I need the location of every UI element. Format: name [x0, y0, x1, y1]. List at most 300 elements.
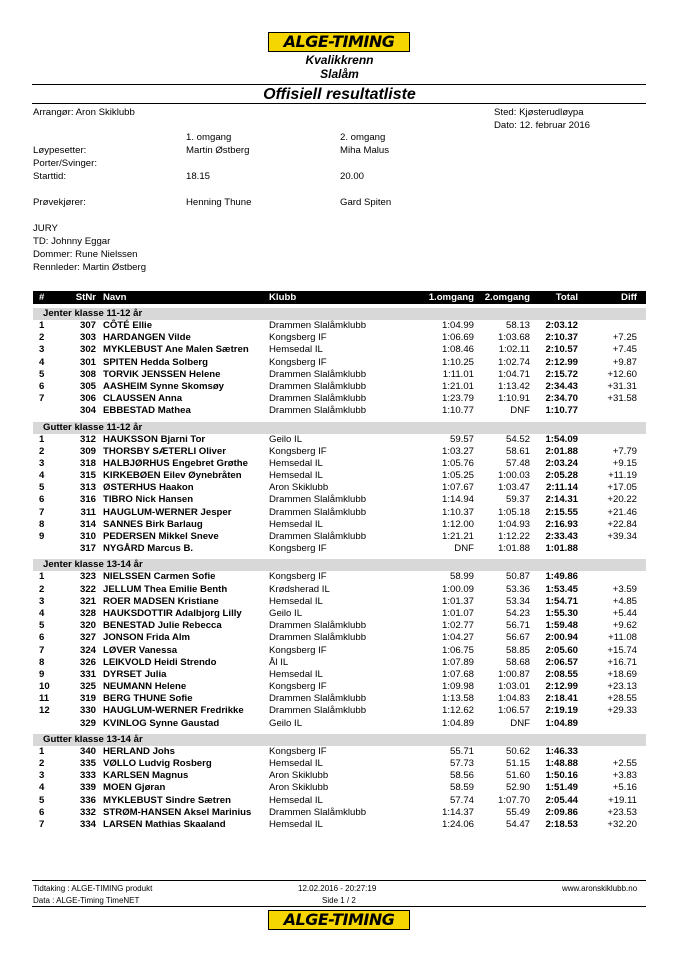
result-run2: DNF — [510, 717, 530, 729]
result-diff: +17.05 — [607, 482, 637, 494]
col-name: Navn — [103, 292, 127, 303]
category-header: Gutter klasse 13-14 år — [33, 734, 646, 746]
result-run1: 1:23.79 — [441, 393, 474, 405]
result-name: ØSTERHUS Haakon — [103, 482, 194, 494]
col-club: Klubb — [269, 292, 297, 303]
result-run1: 1:01.07 — [441, 607, 474, 619]
result-run2: 58.13 — [505, 320, 530, 331]
result-rank: 1 — [39, 571, 45, 583]
table-row — [33, 369, 646, 381]
result-run2: 54.47 — [505, 818, 530, 830]
footer-timestamp: 12.02.2016 - 20:27:19 — [298, 884, 377, 893]
result-total: 2:34.43 — [545, 380, 578, 392]
result-total: 2:05.44 — [545, 794, 578, 806]
result-total: 2:14.31 — [545, 494, 578, 506]
table-row — [33, 669, 646, 681]
result-name: PEDERSEN Mikkel Sneve — [103, 531, 219, 542]
result-run2: DNF — [510, 405, 530, 417]
result-stnr: 335 — [79, 758, 96, 769]
location: Sted: Kjøsterudløypa — [494, 107, 584, 118]
result-club: Drammen Slalåmklubb — [269, 368, 367, 380]
result-rank: 3 — [39, 770, 45, 782]
table-row — [33, 446, 646, 458]
result-run1: 1:10.37 — [441, 506, 474, 518]
result-run2: 56.71 — [505, 620, 530, 632]
result-club: Kongsberg IF — [269, 644, 327, 656]
result-club: Hemsedal IL — [269, 818, 323, 830]
alge-timing-logo-footer: ALGE-TIMING — [268, 910, 410, 930]
table-row — [33, 693, 646, 705]
result-stnr: 314 — [79, 518, 96, 530]
table-row — [33, 584, 646, 596]
result-stnr: 317 — [79, 543, 96, 555]
result-run2: 50.87 — [505, 571, 530, 583]
result-run2: 54.23 — [505, 607, 530, 619]
footer-website[interactable]: www.aronskiklubb.no — [562, 884, 638, 893]
result-total: 1:59.48 — [545, 620, 578, 632]
result-name: EBBESTAD Mathea — [103, 405, 191, 417]
result-diff: +21.46 — [607, 506, 637, 518]
result-total: 1:49.86 — [545, 571, 578, 583]
result-club: Drammen Slalåmklubb — [269, 494, 367, 506]
result-name: SANNES Birk Barlaug — [103, 518, 203, 530]
result-name: TORVIK JENSSEN Helene — [103, 368, 221, 380]
result-rank: 4 — [39, 782, 45, 794]
result-total: 2:33.43 — [545, 531, 578, 542]
result-club: Drammen Slalåmklubb — [269, 320, 367, 331]
result-run1: 1:08.46 — [441, 344, 474, 356]
result-stnr: 333 — [79, 770, 96, 782]
result-name: KVINLOG Synne Gaustad — [103, 717, 220, 729]
result-total: 2:11.14 — [545, 482, 578, 494]
col-rank: # — [39, 292, 45, 303]
result-run1: 1:24.06 — [441, 818, 474, 830]
date: Dato: 12. februar 2016 — [494, 120, 591, 131]
result-total: 1:01.88 — [545, 543, 578, 555]
result-run2: 1:04.83 — [497, 693, 530, 705]
result-diff: +3.59 — [612, 583, 637, 595]
result-run1: 1:07.89 — [441, 656, 474, 668]
table-row — [33, 458, 646, 470]
jury-td: TD: Johnny Eggar — [33, 236, 111, 247]
result-name: HAUKSSON Bjarni Tor — [103, 433, 206, 445]
result-diff: +29.33 — [607, 705, 637, 717]
table-row — [33, 632, 646, 644]
result-diff: +2.55 — [612, 758, 637, 769]
result-run1: 1:04.27 — [441, 632, 474, 644]
result-stnr: 329 — [79, 717, 96, 729]
result-name: STRØM-HANSEN Aksel Marinius — [103, 806, 252, 818]
result-rank: 4 — [39, 356, 45, 368]
page-title: Offisiell resultatliste — [263, 86, 416, 103]
result-stnr: 318 — [79, 457, 96, 469]
result-rank: 9 — [39, 531, 45, 542]
event-name: Kvalikkrenn — [305, 53, 374, 67]
footer-divider — [32, 906, 646, 907]
result-run1: DNF — [454, 543, 474, 555]
result-club: Kongsberg IF — [269, 745, 327, 757]
result-run2: 1:04.71 — [497, 368, 530, 380]
result-run2: 52.90 — [505, 782, 530, 794]
col-total: Total — [555, 292, 578, 303]
result-name: BERG THUNE Sofie — [103, 693, 193, 705]
result-stnr: 312 — [79, 433, 96, 445]
table-row — [33, 494, 646, 506]
result-rank: 8 — [39, 656, 45, 668]
result-stnr: 303 — [79, 332, 96, 344]
result-stnr: 308 — [79, 368, 96, 380]
result-diff: +11.08 — [608, 632, 637, 644]
result-run1: 57.74 — [449, 794, 474, 806]
result-club: Hemsedal IL — [269, 470, 323, 482]
table-row — [33, 470, 646, 482]
result-run1: 58.99 — [449, 571, 474, 583]
result-name: HAUGLUM-WERNER Fredrikke — [103, 705, 244, 717]
table-row — [33, 332, 646, 344]
result-run2: 1:13.42 — [497, 380, 530, 392]
result-run1: 1:12.62 — [441, 705, 474, 717]
result-run1: 57.73 — [449, 758, 474, 769]
result-diff: +15.74 — [607, 644, 637, 656]
result-run1: 1:12.00 — [441, 518, 474, 530]
result-diff: +11.19 — [608, 470, 637, 482]
result-stnr: 307 — [79, 320, 96, 331]
result-run2: 56.67 — [505, 632, 530, 644]
result-run1: 1:21.21 — [441, 531, 474, 542]
result-name: HERLAND Johs — [103, 745, 175, 757]
result-run1: 1:03.27 — [441, 445, 474, 457]
result-stnr: 311 — [80, 506, 96, 518]
result-rank: 2 — [39, 583, 45, 595]
result-run1: 1:10.25 — [441, 356, 474, 368]
result-name: SPITEN Hedda Solberg — [103, 356, 209, 368]
footer-data: Data : ALGE-Timing TimeNET — [33, 896, 140, 905]
result-club: Kongsberg IF — [269, 681, 327, 693]
result-run1: 1:04.99 — [441, 320, 474, 331]
result-stnr: 305 — [79, 380, 96, 392]
result-rank: 7 — [39, 818, 45, 830]
forerunner-2: Gard Spiten — [340, 197, 392, 208]
result-rank: 3 — [39, 344, 45, 356]
result-run2: 1:00.87 — [497, 668, 530, 680]
result-name: HAUKSDOTTIR Adalbjorg Lilly — [103, 607, 242, 619]
divider — [32, 103, 646, 104]
result-club: Geilo IL — [269, 717, 303, 729]
result-run2: 1:05.18 — [497, 506, 530, 518]
result-rank: 6 — [39, 806, 45, 818]
result-rank: 2 — [39, 445, 45, 457]
result-total: 2:15.72 — [545, 368, 578, 380]
result-stnr: 321 — [79, 595, 96, 607]
result-run2: 57.48 — [505, 457, 530, 469]
result-run2: 1:00.03 — [497, 470, 530, 482]
result-name: JONSON Frida Alm — [103, 632, 191, 644]
col-diff: Diff — [621, 292, 637, 303]
result-club: Aron Skiklubb — [269, 770, 329, 782]
result-run1: 1:11.01 — [442, 368, 474, 380]
result-total: 2:10.57 — [545, 344, 578, 356]
result-run2: 55.49 — [505, 806, 530, 818]
alge-timing-logo: ALGE-TIMING — [268, 32, 410, 52]
course-setter-label: Løypesetter: — [33, 145, 87, 156]
result-total: 1:53.45 — [545, 583, 578, 595]
result-run1: 1:07.68 — [441, 668, 474, 680]
result-stnr: 316 — [79, 494, 96, 506]
table-row — [33, 746, 646, 758]
table-row — [33, 807, 646, 819]
table-row — [33, 645, 646, 657]
result-rank: 1 — [39, 320, 45, 331]
footer-divider — [32, 880, 646, 881]
result-name: DYRSET Julia — [103, 668, 167, 680]
result-diff: +20.22 — [607, 494, 637, 506]
table-row — [33, 519, 646, 531]
result-run1: 1:06.75 — [441, 644, 474, 656]
result-diff: +18.69 — [607, 668, 637, 680]
result-run1: 1:14.37 — [441, 806, 474, 818]
result-name: TIBRO Nick Hansen — [103, 494, 194, 506]
result-club: Hemsedal IL — [269, 758, 323, 769]
result-club: Kongsberg IF — [269, 356, 327, 368]
result-run2: 54.52 — [505, 433, 530, 445]
result-club: Krødsherad IL — [269, 583, 330, 595]
result-stnr: 306 — [79, 393, 96, 405]
start-time-1: 18.15 — [186, 171, 211, 182]
result-stnr: 313 — [79, 482, 96, 494]
result-run1: 58.59 — [449, 782, 474, 794]
result-total: 1:04.89 — [545, 717, 578, 729]
result-diff: +39.34 — [607, 531, 637, 542]
result-total: 2:03.24 — [545, 457, 578, 469]
result-diff: +19.11 — [608, 794, 637, 806]
result-stnr: 302 — [79, 344, 96, 356]
result-rank: 7 — [39, 393, 45, 405]
result-stnr: 327 — [79, 632, 96, 644]
result-run1: 1:21.01 — [441, 380, 474, 392]
result-total: 2:18.41 — [545, 693, 578, 705]
result-stnr: 304 — [79, 405, 96, 417]
result-club: Drammen Slalåmklubb — [269, 620, 367, 632]
result-stnr: 331 — [79, 668, 96, 680]
result-run1: 1:05.76 — [441, 457, 474, 469]
result-run1: 1:09.98 — [441, 681, 474, 693]
table-header — [33, 291, 646, 304]
result-stnr: 326 — [79, 656, 96, 668]
result-name: NIELSSEN Carmen Sofie — [103, 571, 216, 583]
result-diff: +4.85 — [612, 595, 637, 607]
result-run2: 1:03.01 — [497, 681, 530, 693]
course-setter-1: Martin Østberg — [186, 145, 250, 156]
result-name: VØLLO Ludvig Rosberg — [103, 758, 212, 769]
result-run1: 1:00.09 — [441, 583, 474, 595]
result-run2: 1:02.74 — [497, 356, 530, 368]
result-run1: 1:13.58 — [441, 693, 474, 705]
result-run2: 51.15 — [505, 758, 530, 769]
result-run1: 1:01.37 — [441, 595, 474, 607]
result-run2: 1:07.70 — [497, 794, 530, 806]
table-row — [33, 320, 646, 332]
result-club: Aron Skiklubb — [269, 782, 329, 794]
result-total: 2:34.70 — [545, 393, 578, 405]
organizer: Arrangør: Aron Skiklubb — [33, 107, 135, 118]
result-rank: 5 — [39, 794, 45, 806]
result-stnr: 324 — [79, 644, 96, 656]
result-stnr: 315 — [79, 470, 96, 482]
result-club: Drammen Slalåmklubb — [269, 393, 367, 405]
table-row — [33, 344, 646, 356]
result-name: THORSBY SÆTERLI Oliver — [103, 445, 226, 457]
result-total: 1:54.09 — [545, 433, 578, 445]
table-row — [33, 507, 646, 519]
result-rank: 11 — [39, 693, 50, 705]
result-total: 2:00.94 — [545, 632, 578, 644]
result-stnr: 336 — [79, 794, 96, 806]
result-rank: 5 — [39, 620, 45, 632]
result-rank: 6 — [39, 632, 45, 644]
result-run2: 59.37 — [505, 494, 530, 506]
result-rank: 8 — [39, 518, 45, 530]
result-rank: 1 — [39, 433, 45, 445]
result-run1: 55.71 — [449, 745, 474, 757]
result-diff: +22.84 — [607, 518, 637, 530]
col-run2: 2.omgang — [484, 292, 530, 303]
result-diff: +23.13 — [607, 681, 637, 693]
result-club: Hemsedal IL — [269, 668, 323, 680]
result-diff: +7.25 — [612, 332, 637, 344]
forerunner-1: Henning Thune — [186, 197, 252, 208]
result-rank: 12 — [39, 705, 50, 717]
result-diff: +16.71 — [607, 656, 637, 668]
result-total: 2:16.93 — [545, 518, 578, 530]
result-club: Ål IL — [269, 656, 289, 668]
result-rank: 3 — [39, 457, 45, 469]
result-stnr: 322 — [79, 583, 96, 595]
result-rank: 7 — [39, 644, 45, 656]
result-name: LARSEN Mathias Skaaland — [103, 818, 226, 830]
jury-title: JURY — [33, 223, 58, 234]
result-club: Hemsedal IL — [269, 595, 323, 607]
result-stnr: 325 — [79, 681, 96, 693]
result-total: 2:05.28 — [545, 470, 578, 482]
table-row — [33, 782, 646, 794]
result-name: NYGÅRD Marcus B. — [103, 543, 194, 555]
divider — [32, 84, 646, 85]
jury-race-director: Rennleder: Martin Østberg — [33, 262, 147, 273]
result-stnr: 328 — [79, 607, 96, 619]
result-run2: 1:02.11 — [498, 344, 530, 356]
result-rank: 9 — [39, 668, 45, 680]
result-total: 2:08.55 — [545, 668, 578, 680]
result-run2: 58.68 — [505, 656, 530, 668]
result-run1: 59.57 — [449, 433, 474, 445]
table-row — [33, 357, 646, 369]
result-rank: 5 — [39, 482, 45, 494]
result-stnr: 320 — [79, 620, 96, 632]
result-name: MYKLEBUST Sindre Sætren — [103, 794, 231, 806]
result-run2: 58.61 — [505, 445, 530, 457]
result-diff: +3.83 — [612, 770, 637, 782]
result-club: Drammen Slalåmklubb — [269, 506, 367, 518]
table-row — [33, 434, 646, 446]
result-diff: +28.55 — [607, 693, 637, 705]
result-total: 1:50.16 — [545, 770, 578, 782]
result-name: MOEN Gjøran — [103, 782, 166, 794]
result-club: Hemsedal IL — [269, 457, 323, 469]
result-total: 1:55.30 — [545, 607, 578, 619]
result-run2: 1:03.47 — [497, 482, 530, 494]
result-rank: 5 — [39, 368, 45, 380]
result-club: Kongsberg IF — [269, 332, 327, 344]
run1-header: 1. omgang — [186, 132, 232, 143]
result-diff: +7.45 — [612, 344, 637, 356]
result-stnr: 319 — [79, 693, 96, 705]
category-header: Jenter klasse 13-14 år — [33, 559, 646, 571]
table-row — [33, 718, 646, 730]
run2-header: 2. omgang — [340, 132, 386, 143]
table-row — [33, 543, 646, 555]
result-run2: 1:12.22 — [497, 531, 530, 542]
result-rank: 4 — [39, 607, 45, 619]
table-row — [33, 758, 646, 770]
result-run2: 58.85 — [505, 644, 530, 656]
result-diff: +12.60 — [607, 368, 637, 380]
result-club: Kongsberg IF — [269, 571, 327, 583]
result-diff: +5.44 — [612, 607, 637, 619]
result-run2: 50.62 — [505, 745, 530, 757]
result-rank: 10 — [39, 681, 50, 693]
result-stnr: 334 — [79, 818, 96, 830]
result-total: 1:48.88 — [545, 758, 578, 769]
result-run2: 1:06.57 — [497, 705, 530, 717]
result-rank: 7 — [39, 506, 45, 518]
start-label: Starttid: — [33, 171, 67, 182]
result-diff: +31.31 — [607, 380, 637, 392]
table-row — [33, 381, 646, 393]
result-total: 2:01.88 — [545, 445, 578, 457]
table-row — [33, 620, 646, 632]
result-diff: +31.58 — [607, 393, 637, 405]
result-name: CLAUSSEN Anna — [103, 393, 183, 405]
result-rank: 1 — [39, 745, 45, 757]
result-name: HARDANGEN Vilde — [103, 332, 191, 344]
result-rank: 2 — [39, 332, 45, 344]
result-stnr: 339 — [79, 782, 96, 794]
result-stnr: 340 — [79, 745, 96, 757]
course-setter-2: Miha Malus — [340, 145, 390, 156]
result-stnr: 330 — [79, 705, 96, 717]
result-name: LEIKVOLD Heidi Strendo — [103, 656, 217, 668]
category-header: Gutter klasse 11-12 år — [33, 422, 646, 434]
result-name: MYKLEBUST Ane Malen Sætren — [103, 344, 249, 356]
result-run2: 1:03.68 — [497, 332, 530, 344]
result-club: Drammen Slalåmklubb — [269, 806, 367, 818]
result-name: LØVER Vanessa — [103, 644, 178, 656]
result-club: Geilo IL — [269, 433, 303, 445]
result-diff: +7.79 — [612, 445, 637, 457]
results-table — [33, 291, 646, 831]
result-stnr: 301 — [79, 356, 96, 368]
result-club: Kongsberg IF — [269, 543, 327, 555]
table-row — [33, 705, 646, 717]
result-total: 2:05.60 — [545, 644, 578, 656]
result-name: ROER MADSEN Kristiane — [103, 595, 219, 607]
category-header: Jenter klasse 11-12 år — [33, 308, 646, 320]
result-total: 2:10.37 — [545, 332, 578, 344]
table-row — [33, 681, 646, 693]
result-rank: 6 — [39, 494, 45, 506]
result-name: BENESTAD Julie Rebecca — [103, 620, 222, 632]
result-stnr: 323 — [79, 571, 96, 583]
